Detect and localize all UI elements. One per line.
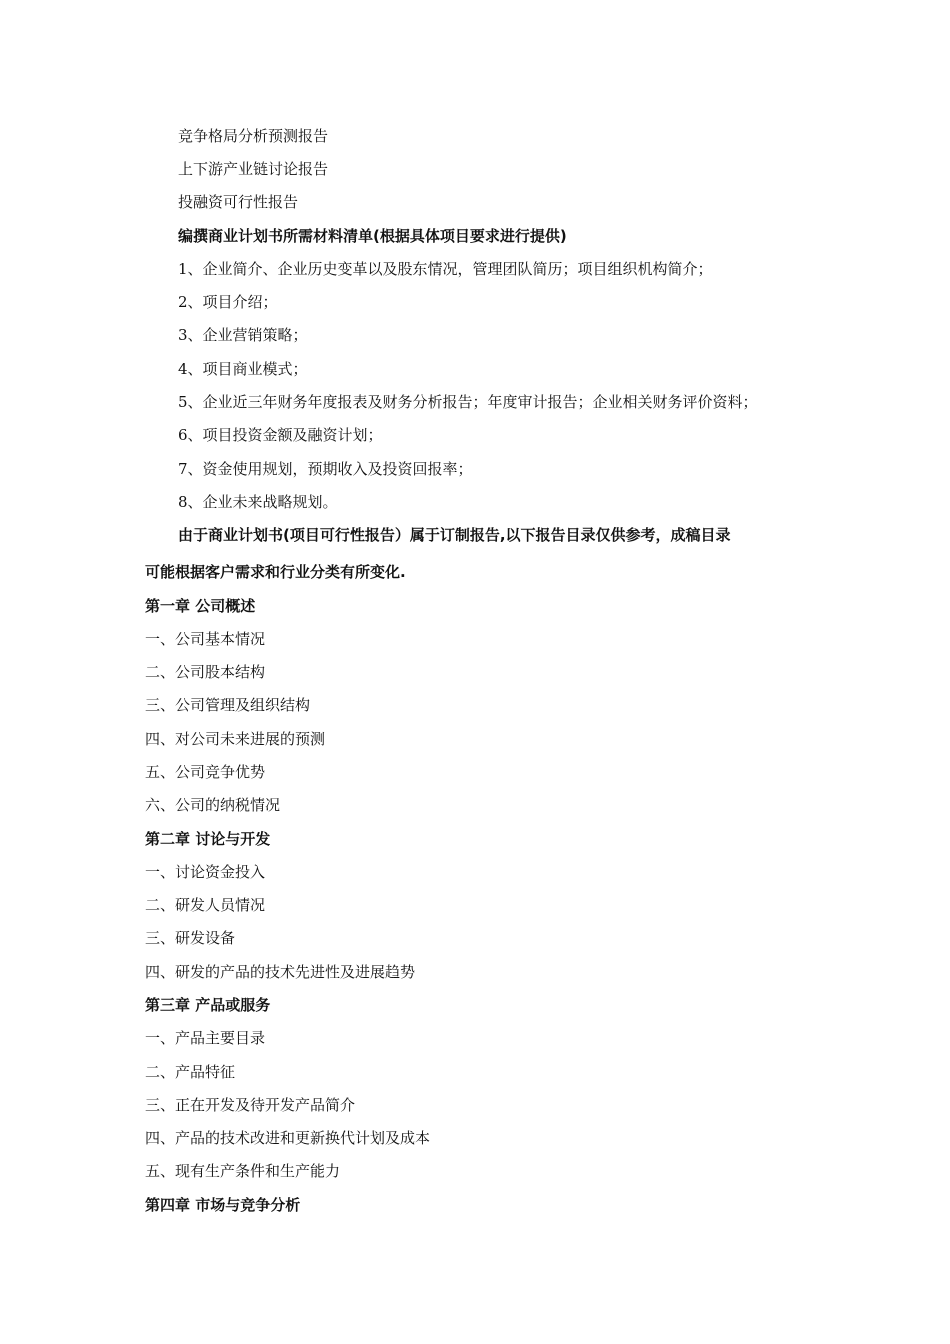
materials-item: 1、企业简介、企业历史变革以及股东情况，管理团队简历；项目组织机构简介； — [178, 260, 713, 278]
chapter-title: 第二章 讨论与开发 — [145, 830, 271, 848]
materials-item: 8、企业未来战略规划。 — [178, 493, 338, 511]
materials-item: 5、企业近三年财务年度报表及财务分析报告；年度审计报告；企业相关财务评价资料； — [178, 393, 758, 411]
chapter-item: 四、对公司未来进展的预测 — [145, 730, 326, 748]
chapter-item: 二、产品特征 — [145, 1063, 236, 1081]
chapter-item: 三、正在开发及待开发产品简介 — [145, 1096, 356, 1114]
chapter-item: 一、产品主要目录 — [145, 1029, 266, 1047]
chapter-item: 五、现有生产条件和生产能力 — [145, 1162, 341, 1180]
chapter-item: 二、研发人员情况 — [145, 896, 266, 914]
materials-item: 7、资金使用规划，预期收入及投资回报率； — [178, 460, 473, 478]
chapter-title: 第三章 产品或服务 — [145, 996, 271, 1014]
report-type: 上下游产业链讨论报告 — [178, 160, 329, 178]
report-type: 竞争格局分析预测报告 — [178, 127, 329, 145]
chapter-item: 五、公司竞争优势 — [145, 763, 266, 781]
materials-heading: 编撰商业计划书所需材料清单(根据具体项目要求进行提供) — [178, 227, 567, 245]
note-line: 可能根据客户需求和行业分类有所变化. — [145, 563, 406, 581]
chapter-item: 一、公司基本情况 — [145, 630, 266, 648]
materials-item: 2、项目介绍； — [178, 293, 278, 311]
chapter-item: 四、研发的产品的技术先进性及进展趋势 — [145, 963, 416, 981]
materials-item: 4、项目商业模式； — [178, 360, 308, 378]
report-type: 投融资可行性报告 — [178, 193, 299, 211]
materials-item: 6、项目投资金额及融资计划； — [178, 426, 383, 444]
materials-item: 3、企业营销策略； — [178, 326, 308, 344]
chapter-title: 第四章 市场与竞争分析 — [145, 1196, 301, 1214]
chapter-item: 四、产品的技术改进和更新换代计划及成本 — [145, 1129, 431, 1147]
note-line: 由于商业计划书(项目可行性报告）属于订制报告,以下报告目录仅供参考，成稿目录 — [178, 526, 731, 544]
chapter-item: 二、公司股本结构 — [145, 663, 266, 681]
chapter-item: 一、讨论资金投入 — [145, 863, 266, 881]
chapter-item: 三、公司管理及组织结构 — [145, 696, 311, 714]
chapter-item: 三、研发设备 — [145, 929, 236, 947]
chapter-title: 第一章 公司概述 — [145, 597, 256, 615]
chapter-item: 六、公司的纳税情况 — [145, 796, 281, 814]
